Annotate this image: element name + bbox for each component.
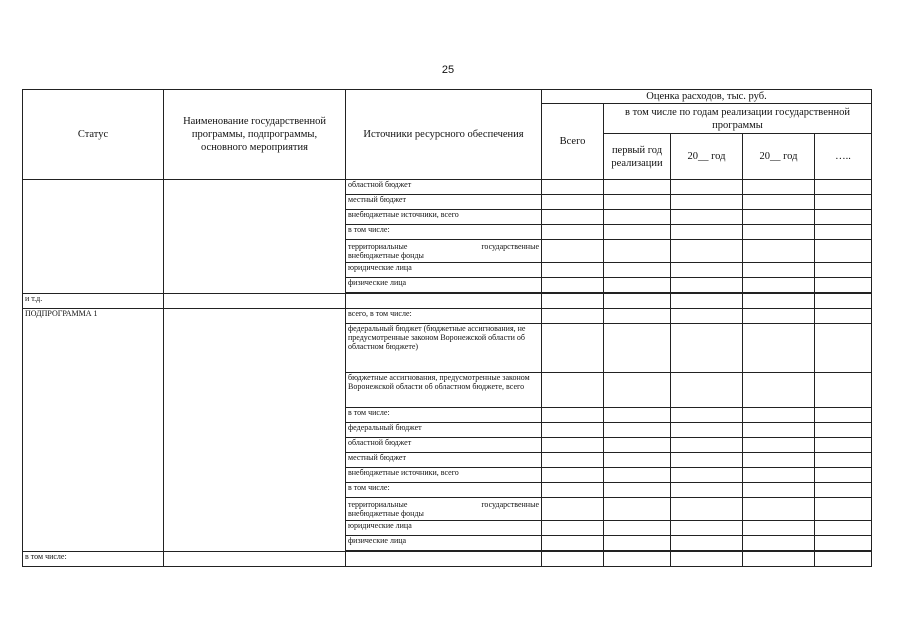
sub-regional-budget: областной бюджет xyxy=(346,438,542,453)
header-total: Всего xyxy=(542,104,604,180)
header-sources: Источники ресурсного обеспечения xyxy=(346,90,542,180)
header-more: ….. xyxy=(815,134,872,180)
subprogram-label: ПОДПРОГРАММА 1 xyxy=(23,309,164,552)
header-year3: 20__ год xyxy=(743,134,815,180)
sub-including-2: в том числе: xyxy=(346,483,542,498)
sub-law-allocations: бюджетные ассигнования, предусмотренные законом Воронежской области об областном бюджете, всего xyxy=(346,373,542,408)
sub-territorial-funds: территориальные государственные внебюджетные фонды xyxy=(346,498,542,521)
sub-individuals: физические лица xyxy=(346,536,542,551)
footer-including-label: в том числе: xyxy=(23,552,164,567)
status-cell xyxy=(23,180,164,294)
header-year2: 20__ год xyxy=(671,134,743,180)
header-status: Статус xyxy=(23,90,164,180)
header-by-years: в том числе по годам реализации государственной программы xyxy=(604,104,872,134)
source-regional-budget: областной бюджет xyxy=(346,180,542,195)
expenditure-table xyxy=(22,89,872,567)
sub-total: всего, в том числе: xyxy=(346,309,542,324)
source-extrabudget: внебюджетные источники, всего xyxy=(346,210,542,225)
sub-federal-not-law: федеральный бюджет (бюджетные ассигнования, не предусмотренные законом Воронежской области об областном бюджете) xyxy=(346,324,542,373)
source-territorial-funds: территориальные государственные внебюджетные фонды xyxy=(346,240,542,263)
subprogram-name-cell xyxy=(164,309,346,552)
sub-including-1: в том числе: xyxy=(346,408,542,423)
page-number: 25 xyxy=(441,64,455,76)
name-cell xyxy=(164,180,346,294)
header-estimate: Оценка расходов, тыс. руб. xyxy=(542,90,872,104)
sub-federal-budget: федеральный бюджет xyxy=(346,423,542,438)
sub-local-budget: местный бюджет xyxy=(346,453,542,468)
header-name: Наименование государственной программы, подпрограммы, основного мероприятия xyxy=(164,90,346,180)
header-year1: первый год реализации xyxy=(604,134,671,180)
etc-label: и т.д. xyxy=(23,294,164,309)
source-local-budget: местный бюджет xyxy=(346,195,542,210)
source-including: в том числе: xyxy=(346,225,542,240)
source-legal-entities: юридические лица xyxy=(346,263,542,278)
sub-extrabudget: внебюджетные источники, всего xyxy=(346,468,542,483)
source-individuals: физические лица xyxy=(346,278,542,293)
sub-legal-entities: юридические лица xyxy=(346,521,542,536)
